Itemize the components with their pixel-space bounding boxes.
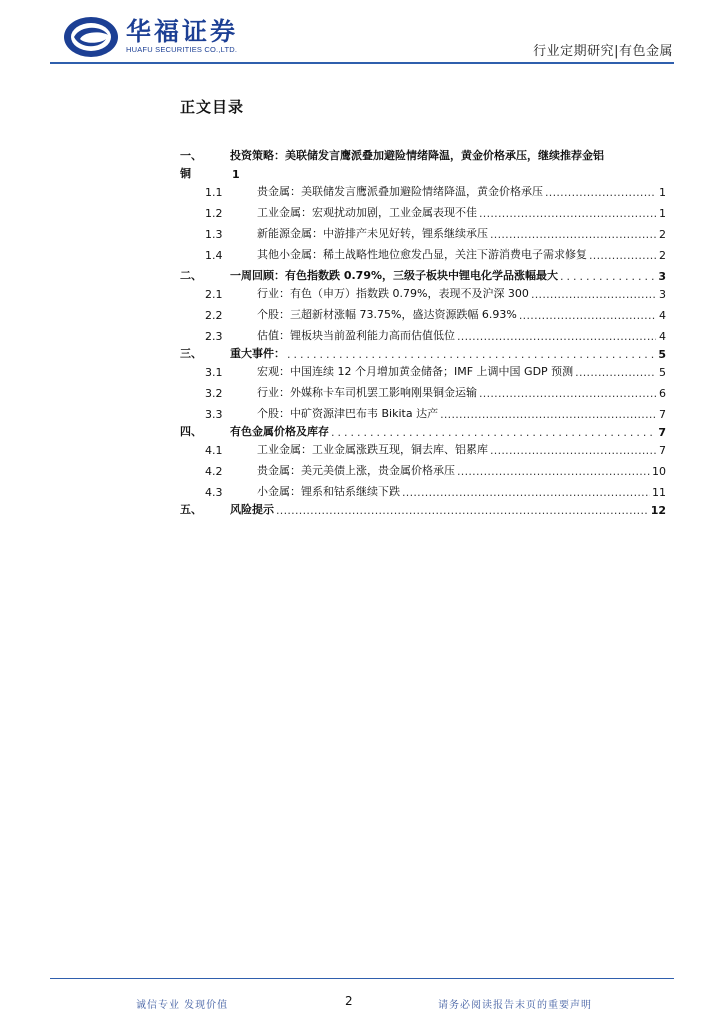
toc-entry-number: 3.3 [205,408,223,421]
toc-entry-number: 1.2 [205,207,223,220]
toc-entry-page: 10 [652,465,666,478]
toc-entry-text: 个股：三超新材涨幅 73.75%，盛达资源跌幅 6.93% [257,308,517,321]
toc-entry-page: 4 [659,330,666,343]
toc-leader-dots [519,309,656,322]
toc-entry[interactable] [180,265,666,283]
header-divider [50,62,674,64]
toc-entry[interactable] [180,223,666,241]
toc-leader-dots [560,270,656,283]
toc-entry-text: 一周回顾：有色指数跌 0.79%，三级子板块中锂电化学品涨幅最大 [230,269,558,282]
toc-entry-number: 3.2 [205,387,223,400]
toc-leader-dots [331,426,656,439]
toc-entry-number: 2.3 [205,330,223,343]
toc-entry-number: 2.1 [205,288,223,301]
toc-entry-page: 1 [659,186,666,199]
toc-entry-text: 宏观：中国连续 12 个月增加黄金储备；IMF 上调中国 GDP 预测 [257,365,574,378]
toc-entry[interactable] [180,403,666,421]
toc-entry-text-continued: 铜 [180,167,191,180]
toc-entry[interactable] [180,481,666,499]
toc-entry-number: 1.1 [205,186,223,199]
toc-entry-number: 三、 [180,347,202,360]
toc-leader-dots [490,228,656,241]
toc-entry-page: 3 [658,270,666,283]
toc-entry[interactable] [180,439,666,457]
toc-entry-text: 个股：中矿资源津巴布韦 Bikita 达产 [257,407,439,420]
toc-entry-wrap[interactable] [180,163,240,181]
toc-leader-dots [287,348,656,361]
toc-entry-page: 6 [659,387,666,400]
toc-entry-page: 5 [658,348,666,361]
toc-entry-page: 2 [659,249,666,262]
toc-entry-page: 3 [659,288,666,301]
toc-entry-text: 其他小金属：稀土战略性地位愈发凸显，关注下游消费电子需求修复 [257,248,587,261]
toc-leader-dots [440,408,656,421]
toc-entry[interactable] [180,304,666,322]
footer-disclaimer: 请务必阅读报告末页的重要声明 [438,1000,592,1011]
toc-entry-text: 估值：锂板块当前盈利能力高而估值低位 [257,329,455,342]
toc-entry[interactable] [180,343,666,361]
toc-entry-text: 投资策略：美联储发言鹰派叠加避险情绪降温，黄金价格承压，继续推荐金铝 [230,149,604,162]
toc-entry-number: 五、 [180,503,202,516]
toc-entry[interactable] [180,499,666,517]
toc-entry-page: 2 [659,228,666,241]
toc-entry-page: 7 [659,408,666,421]
toc-entry-page: 5 [659,366,666,379]
page-number: 2 [345,994,353,1008]
toc-entry[interactable] [180,181,666,199]
toc-leader-dots [545,186,656,199]
toc-entry-text: 工业金属：宏观扰动加剧，工业金属表现不佳 [257,206,477,219]
toc-entry-page: 4 [659,309,666,322]
toc-leader-dots [457,330,656,343]
toc-leader-dots [490,444,656,457]
toc-entry-text: 行业：外媒称卡车司机罢工影响刚果铜金运输 [257,386,477,399]
toc-entry-page: 7 [658,426,666,439]
huafu-logo-icon [62,15,120,59]
toc-entry-page: 1 [659,207,666,220]
toc-entry-text: 有色金属价格及库存 [230,425,329,438]
toc-entry[interactable] [180,145,666,163]
toc-entry-text: 风险提示 [230,503,274,516]
toc-leader-dots [531,288,656,301]
toc-entry-number: 4.1 [205,444,223,457]
toc-entry-text: 新能源金属：中游排产未见好转，锂系继续承压 [257,227,488,240]
toc-leader-dots [479,387,656,400]
toc-entry-text: 重大事件： [230,347,285,360]
toc-entry-text: 小金属：锂系和钴系继续下跌 [257,485,400,498]
toc-entry-page: 1 [232,168,240,181]
toc-entry[interactable] [180,421,666,439]
toc-entry-page: 12 [650,504,666,517]
toc-leader-dots [479,207,656,220]
toc-entry-text: 工业金属：工业金属涨跌互现，铜去库、铝累库 [257,443,488,456]
toc-leader-dots [402,486,650,499]
toc-entry[interactable] [180,244,666,262]
toc-entry[interactable] [180,361,666,379]
toc-leader-dots [575,366,656,379]
report-category: 行业定期研究|有色金属 [533,44,673,59]
toc-entry[interactable] [180,202,666,220]
toc-entry[interactable] [180,460,666,478]
toc-entry[interactable] [180,325,666,343]
toc-entry-number: 2.2 [205,309,223,322]
toc-entry-number: 1.4 [205,249,223,262]
toc-entry-number: 4.3 [205,486,223,499]
toc-entry[interactable] [180,283,666,301]
toc-entry-number: 4.2 [205,465,223,478]
toc-leader-dots [589,249,656,262]
toc-entry-text: 贵金属：美元美债上涨，贵金属价格承压 [257,464,455,477]
toc-leader-dots [276,504,649,517]
footer-divider [50,978,674,979]
toc-entry-page: 7 [659,444,666,457]
logo-chinese-name: 华福证券 [126,17,239,46]
toc-entry-page: 11 [652,486,666,499]
toc-entry-text: 贵金属：美联储发言鹰派叠加避险情绪降温，黄金价格承压 [257,185,543,198]
toc-entry-number: 一、 [180,149,202,162]
company-logo [62,14,238,60]
toc-entry-number: 四、 [180,425,202,438]
toc-entry-number: 二、 [180,269,202,282]
footer-slogan: 诚信专业 发现价值 [136,1000,229,1011]
toc-entry-text: 行业：有色（申万）指数跌 0.79%，表现不及沪深 300 [257,287,529,300]
toc-entry-number: 3.1 [205,366,223,379]
toc-entry[interactable] [180,382,666,400]
toc-leader-dots [457,465,650,478]
toc-entry-number: 1.3 [205,228,223,241]
logo-english-name: HUAFU SECURITIES CO.,LTD. [126,45,238,54]
toc-title: 正文目录 [180,98,245,116]
